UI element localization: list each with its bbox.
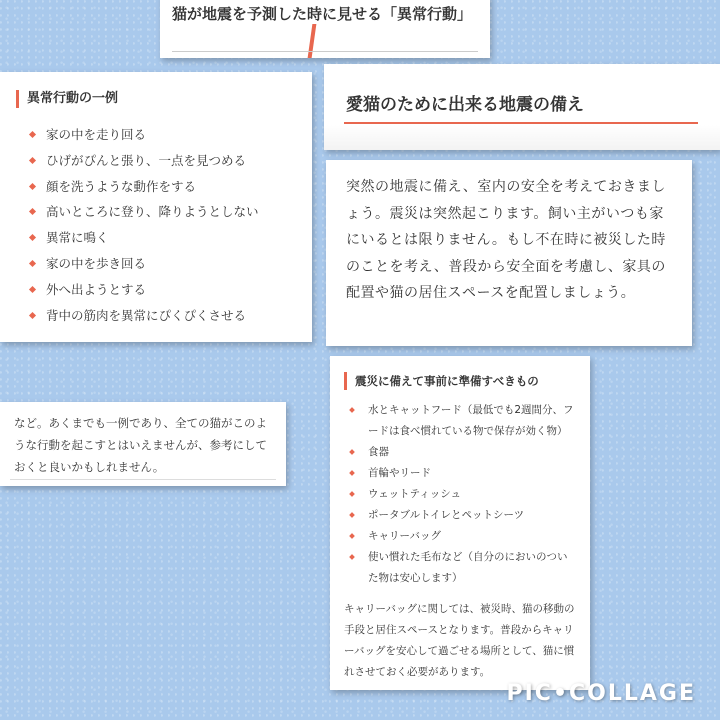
list-item: 顔を洗うような動作をする — [30, 174, 296, 200]
abnormal-behavior-list — [16, 122, 296, 328]
paragraph-card — [326, 160, 692, 346]
section-heading-card — [324, 64, 720, 150]
title-marker — [308, 24, 317, 58]
list-item: キャリーバッグ — [350, 526, 576, 547]
list-item: 背中の筋肉を異常にぴくぴくさせる — [30, 303, 296, 329]
section-heading: 愛猫のために出来る地震の備え — [346, 95, 584, 115]
preparation-list — [344, 400, 576, 589]
list-item: 家の中を歩き回る — [30, 251, 296, 277]
title-card — [160, 0, 490, 58]
list-item: 食器 — [350, 442, 576, 463]
list-item: ウェットティッシュ — [350, 484, 576, 505]
preparation-heading: 震災に備えて事前に準備すべきもの — [344, 372, 576, 390]
watermark: PIC•COLLAGE — [506, 681, 696, 706]
note-text: など。あくまでも一例であり、全ての猫がこのような行動を起こすとはいえませんが、参考にしておくと良いかもしれません。 — [14, 416, 267, 474]
list-item: ポータブルトイレとペットシーツ — [350, 505, 576, 526]
heading-shade — [324, 125, 720, 150]
preparation-footer: キャリーバッグに関しては、被災時、猫の移動の手段と居住スペースとなります。普段からキャリーバッグを安心して過ごせる場所として、猫に慣れさせておく必要があります。 — [344, 603, 575, 678]
note-divider — [10, 479, 276, 480]
heading-underline — [344, 122, 698, 124]
list-item: 首輪やリード — [350, 463, 576, 484]
list-item: 外へ出ようとする — [30, 277, 296, 303]
list-item: 高いところに登り、降りようとしない — [30, 199, 296, 225]
note-card — [0, 402, 286, 486]
list-item: 水とキャットフード（最低でも2週間分、フードは食べ慣れている物で保存が効く物） — [350, 400, 576, 442]
title-divider — [172, 51, 478, 52]
paragraph-text: 突然の地震に備え、室内の安全を考えておきましょう。震災は突然起こります。飼い主がいつも家にいるとは限りません。もし不在時に被災した時のことを考え、普段から安全面を考慮し、家具の配置や猫の居住スペースを配置しましょう。 — [346, 179, 666, 301]
list-item: 使い慣れた毛布など（自分のにおいのついた物は安心します） — [350, 547, 576, 589]
abnormal-behavior-card — [0, 72, 312, 342]
list-item: ひげがぴんと張り、一点を見つめる — [30, 148, 296, 174]
preparation-card — [330, 356, 590, 690]
list-item: 家の中を走り回る — [30, 122, 296, 148]
list-item: 異常に鳴く — [30, 225, 296, 251]
abnormal-behavior-heading: 異常行動の一例 — [16, 90, 296, 108]
article-title: 猫が地震を予測した時に見せる「異常行動」 — [172, 5, 473, 23]
